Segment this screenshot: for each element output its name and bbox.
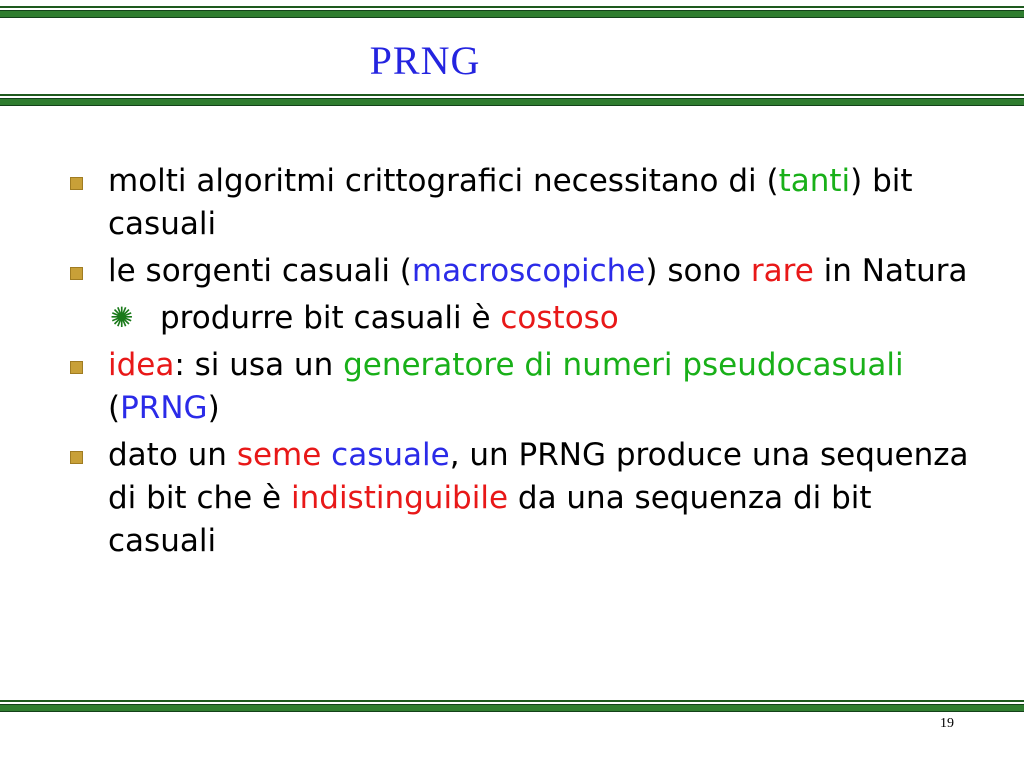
title-rule: [0, 94, 1024, 106]
bullet-1-text-end: ) bit casuali: [108, 163, 913, 242]
sub-bullet-1: [66, 297, 986, 340]
bullet-square-icon: [70, 267, 83, 280]
slide-title: PRNG: [369, 38, 481, 83]
bullet-2-text: le sorgenti casuali (: [108, 253, 412, 289]
bullet-4: [66, 434, 986, 563]
bullet-4-highlight-indistinguibile: indistinguibile: [291, 480, 509, 516]
bullet-4-highlight-casuale: casuale: [331, 437, 450, 473]
bullet-2-highlight-rare: rare: [750, 253, 814, 289]
bullet-1: [66, 160, 986, 246]
bullet-3: [66, 344, 986, 430]
sub-bullet-text: produrre bit casuali è: [160, 300, 501, 336]
bullet-3-text-paren-close: ): [207, 390, 220, 426]
bullet-square-icon: [70, 451, 83, 464]
page-number: 19: [940, 716, 954, 731]
bottom-rule: [0, 700, 1024, 712]
bullet-3-highlight-generatore: generatore di numeri pseudocasuali: [343, 347, 904, 383]
bullet-4-text: dato un: [108, 437, 237, 473]
bullet-2-text-end: in Natura: [813, 253, 968, 289]
bullet-3-text: : si usa un: [174, 347, 344, 383]
bullet-square-icon: [70, 177, 83, 190]
bullet-3-highlight-prng: PRNG: [120, 390, 208, 426]
slide-body: [66, 160, 986, 567]
bullet-4-text-mid: , un PRNG produce una sequenza di bit che è: [108, 437, 969, 516]
bullet-2-text-mid: ) sono: [645, 253, 751, 289]
bullet-1-highlight-tanti: tanti: [778, 163, 851, 199]
bullet-2: [66, 250, 986, 293]
bullet-1-text: molti algoritmi crittografici necessitano di (: [108, 163, 779, 199]
bullet-3-text-paren-open: (: [108, 390, 121, 426]
bullet-4-space: [321, 437, 331, 473]
top-rule: [0, 6, 1024, 18]
bullet-3-highlight-idea: idea: [108, 347, 175, 383]
flower-bullet-icon: ✺: [110, 301, 134, 334]
bullet-2-highlight-macroscopiche: macroscopiche: [411, 253, 646, 289]
bullet-4-text-end: da una sequenza di bit casuali: [108, 480, 872, 559]
bullet-4-highlight-seme: seme: [236, 437, 322, 473]
sub-bullet-highlight-costoso: costoso: [500, 300, 619, 336]
bullet-square-icon: [70, 361, 83, 374]
